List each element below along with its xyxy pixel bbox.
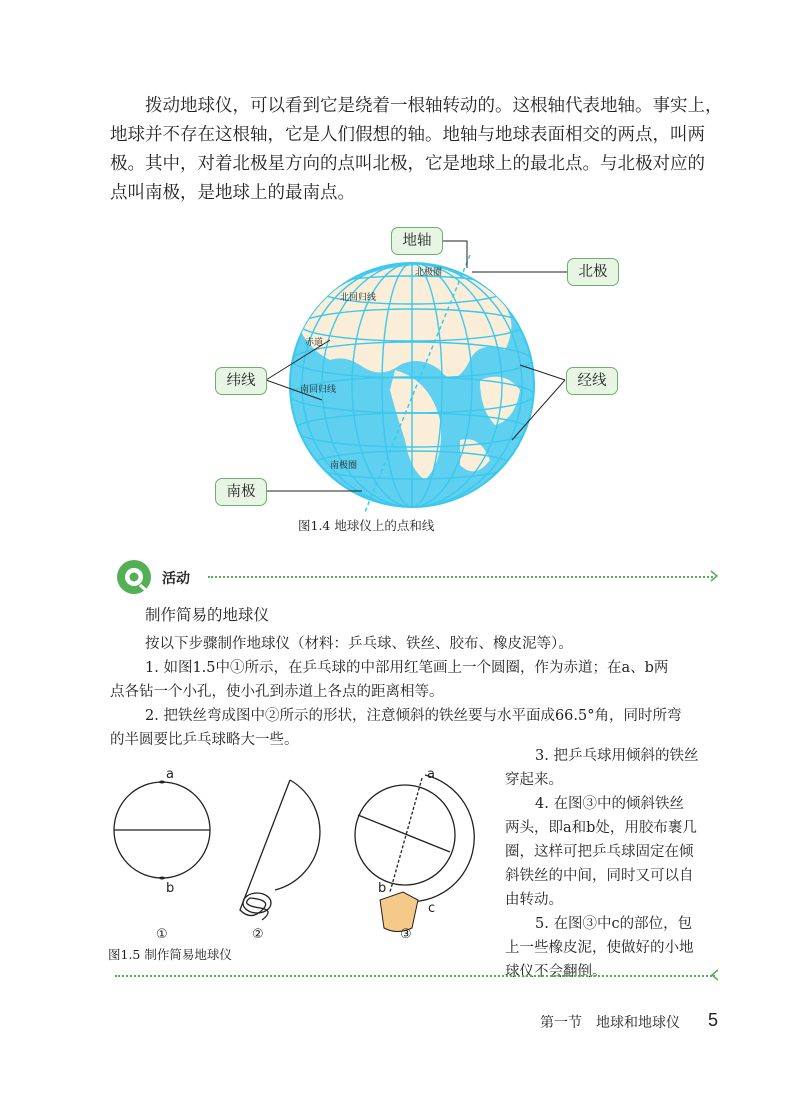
- step4-line-1: 4. 在图③中的倾斜铁丝: [535, 796, 684, 812]
- label-north-pole: 北极: [567, 258, 619, 286]
- page-number: 5: [708, 1010, 719, 1030]
- fig1-label-b: b: [166, 881, 175, 896]
- section-title: 第一节 地球和地球仪: [540, 1015, 680, 1031]
- label-earth-axis: 地轴: [391, 227, 443, 255]
- intro-line-1: 拨动地球仪，可以看到它是绕着一根轴转动的。这根轴代表地轴。事实上，: [145, 96, 723, 116]
- globe-label-tropic-capricorn: 南回归线: [300, 385, 337, 395]
- globe-label-arctic-circle: 北极圈: [415, 268, 443, 278]
- step4-line-2: 两头，即a和b处，用胶布裹几: [505, 820, 697, 836]
- figure-1-5-caption: 图1.5 制作简易地球仪: [108, 947, 232, 962]
- activity-title: 制作简易的地球仪: [145, 606, 270, 624]
- point-a-dot: [159, 781, 165, 784]
- fig-num-1: ①: [156, 927, 168, 942]
- point-b-dot: [159, 877, 165, 880]
- intro-line-4: 点叫南极，是地球上的最南点。: [110, 183, 355, 203]
- globe-label-antarctic-circle: 南极圈: [330, 461, 358, 471]
- globe-label-tropic-cancer: 北回归线: [340, 293, 377, 303]
- activity-top-divider: [208, 576, 713, 578]
- fig3-label-b: b: [378, 881, 387, 896]
- fig-num-2: ②: [252, 927, 264, 942]
- clay-base-3: [380, 892, 418, 932]
- figure-1-4-caption: 图1.4 地球仪上的点和线: [298, 518, 435, 533]
- fig3-label-a: a: [427, 767, 435, 782]
- step1-line-1: 1. 如图1.5中①所示，在乒乓球的中部用红笔画上一个圆圈，作为赤道；在a、b两: [145, 660, 669, 676]
- globe-label-equator: 赤道: [305, 338, 324, 348]
- intro-line-3: 极。其中，对着北极星方向的点叫北极，它是地球上的最北点。与北极对应的: [110, 154, 705, 174]
- tilted-equator-3: [358, 815, 450, 852]
- step5-line-1: 5. 在图③中c的部位，包: [535, 916, 693, 932]
- step2-line-1: 2. 把铁丝弯成图中②所示的形状，注意倾斜的铁丝要与水平面成66.5°角，同时所弯: [145, 708, 682, 724]
- activity-intro: 按以下步骤制作地球仪（材料：乒乓球、铁丝、胶布、橡皮泥等）。: [145, 636, 573, 652]
- fig1-label-a: a: [166, 767, 174, 782]
- label-latitude: 纬线: [215, 367, 267, 395]
- activity-heading: 活动: [162, 571, 190, 587]
- step4-line-5: 由转动。: [505, 892, 563, 908]
- ping-pong-ball-3: [355, 785, 455, 885]
- activity-icon: [115, 558, 155, 598]
- figure-1-5: [100, 760, 500, 950]
- step5-line-3: 球仪不会翻倒。: [505, 964, 607, 980]
- step1-line-2: 点各钻一个小孔，使小孔到赤道上各点的距离相等。: [110, 684, 444, 700]
- intro-line-2: 地球并不存在这根轴，它是人们假想的轴。地轴与地球表面相交的两点，叫两: [110, 125, 705, 145]
- divider-arrow-top: [710, 570, 720, 582]
- step3-line-2: 穿起来。: [505, 772, 563, 788]
- step4-line-3: 圈，这样可把乒乓球固定在倾: [505, 844, 694, 860]
- step4-line-4: 斜铁丝的中间，同时又可以自: [505, 868, 694, 884]
- activity-bottom-divider: [115, 975, 715, 977]
- wire-frame-2: [240, 780, 320, 920]
- step5-line-2: 上一些橡皮泥，使做好的小地: [505, 940, 694, 956]
- activity-steps-right: [505, 744, 720, 984]
- fig3-label-c: c: [428, 901, 436, 916]
- label-south-pole: 南极: [215, 478, 267, 506]
- fig-num-3: ③: [400, 927, 412, 942]
- label-longitude: 经线: [566, 367, 618, 395]
- divider-arrow-bottom: [710, 969, 720, 981]
- activity-body: [110, 632, 722, 752]
- globe-figure: [0, 0, 800, 520]
- step2-line-2: 的半圆要比乒乓球略大一些。: [110, 732, 299, 748]
- step3-line-1: 3. 把乒乓球用倾斜的铁丝: [535, 748, 699, 764]
